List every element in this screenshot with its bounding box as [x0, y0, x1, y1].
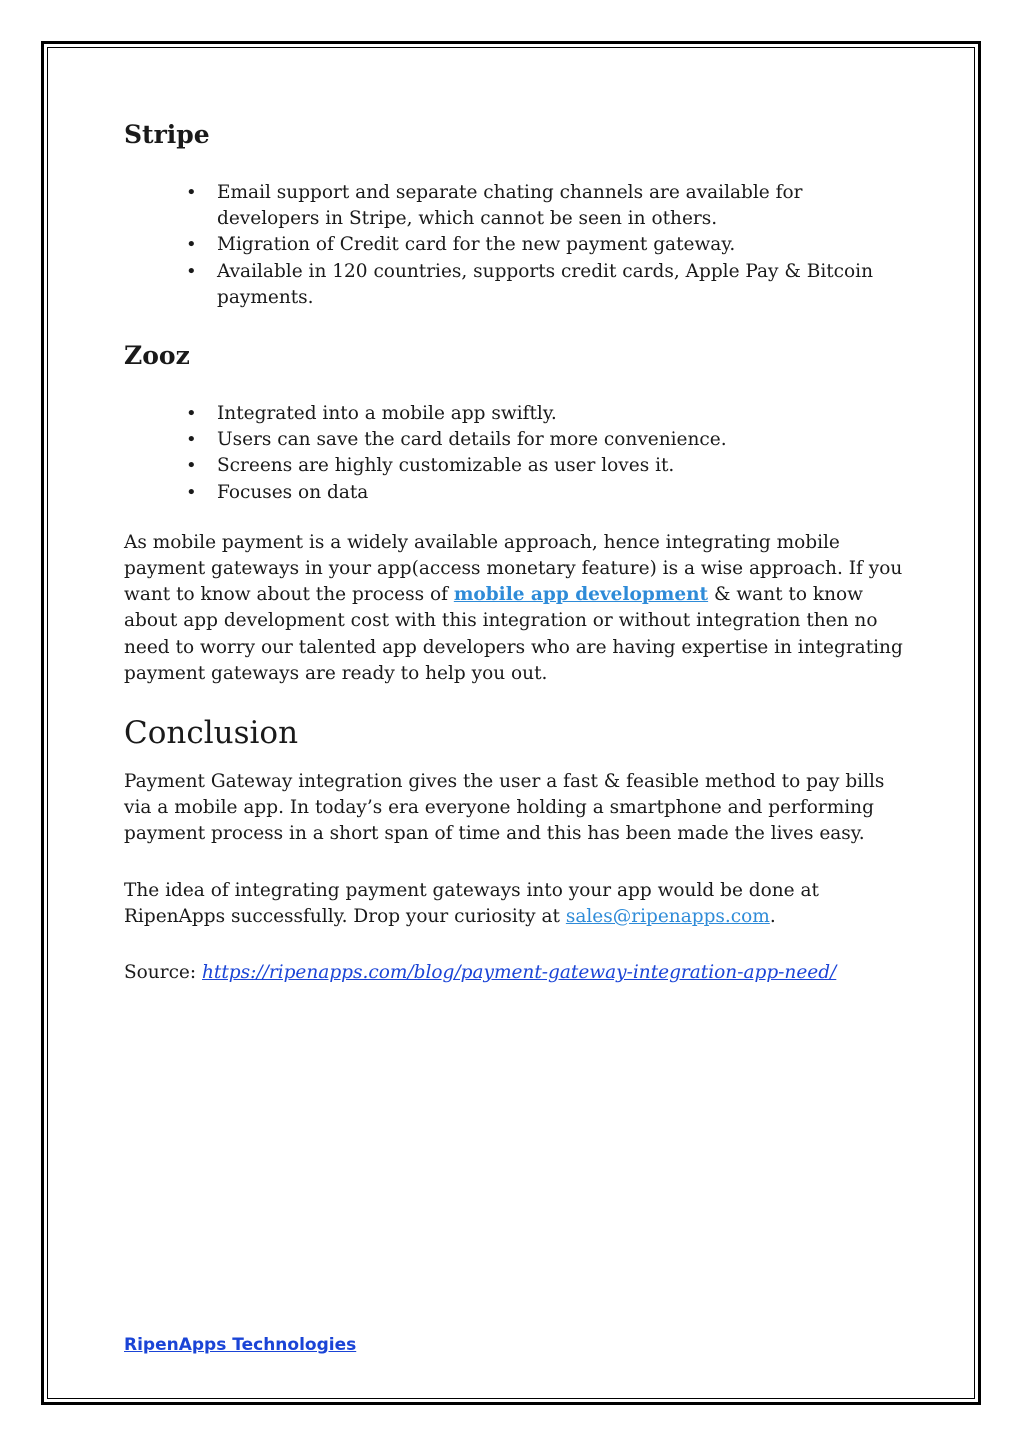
contact-text-before: The idea of integrating payment gateways into your app would be done at RipenApps successfully. Drop your curiosity at — [124, 879, 819, 927]
intro-text-after: & want to know about app development cost with this integration or without integration then no need to worry our talented app developers who are having expertise in integrating payment gateways are ready to help you out. — [124, 584, 903, 684]
list-item: • Integrated into a mobile app swiftly. — [124, 401, 904, 427]
source-label: Source: — [124, 962, 202, 984]
list-item: • Migration of Credit card for the new payment gateway. — [124, 232, 904, 258]
stripe-bullet-list — [124, 180, 904, 311]
intro-text-before: As mobile payment is a widely available approach, hence integrating mobile payment gateways in your app(access monetary feature) is a wise approach. If you want to know about the process of — [124, 531, 903, 606]
source-line — [124, 960, 904, 986]
contact-text-after: . — [769, 905, 776, 927]
list-item: • Screens are highly customizable as user loves it. — [124, 453, 904, 479]
source-url-link[interactable]: https://ripenapps.com/blog/payment-gateway-integration-app-need/ — [202, 962, 837, 984]
contact-paragraph — [124, 878, 904, 930]
mobile-app-development-link[interactable]: mobile app development — [453, 584, 709, 606]
conclusion-heading: Conclusion — [124, 715, 299, 752]
zooz-bullet-list — [124, 401, 904, 506]
list-item: • Focuses on data — [124, 480, 904, 506]
list-item: • Users can save the card details for more convenience. — [124, 427, 904, 453]
stripe-heading: Stripe — [124, 120, 210, 149]
footer-company-link[interactable]: RipenApps Technologies — [124, 1335, 357, 1355]
zooz-heading: Zooz — [124, 341, 190, 371]
document-body — [124, 118, 904, 986]
conclusion-paragraph: Payment Gateway integration gives the user a fast & feasible method to pay bills via a mobile app. In today’s era everyone holding a smartphone and performing payment process in a short span of time and this has been made the lives easy. — [124, 771, 885, 845]
intro-paragraph — [124, 530, 904, 687]
list-item: • Available in 120 countries, supports credit cards, Apple Pay & Bitcoin payments. — [124, 259, 904, 311]
sales-email-link[interactable]: sales@ripenapps.com — [565, 905, 770, 927]
list-item: • Email support and separate chating channels are available for developers in Stripe, which cannot be seen in others. — [124, 180, 904, 232]
